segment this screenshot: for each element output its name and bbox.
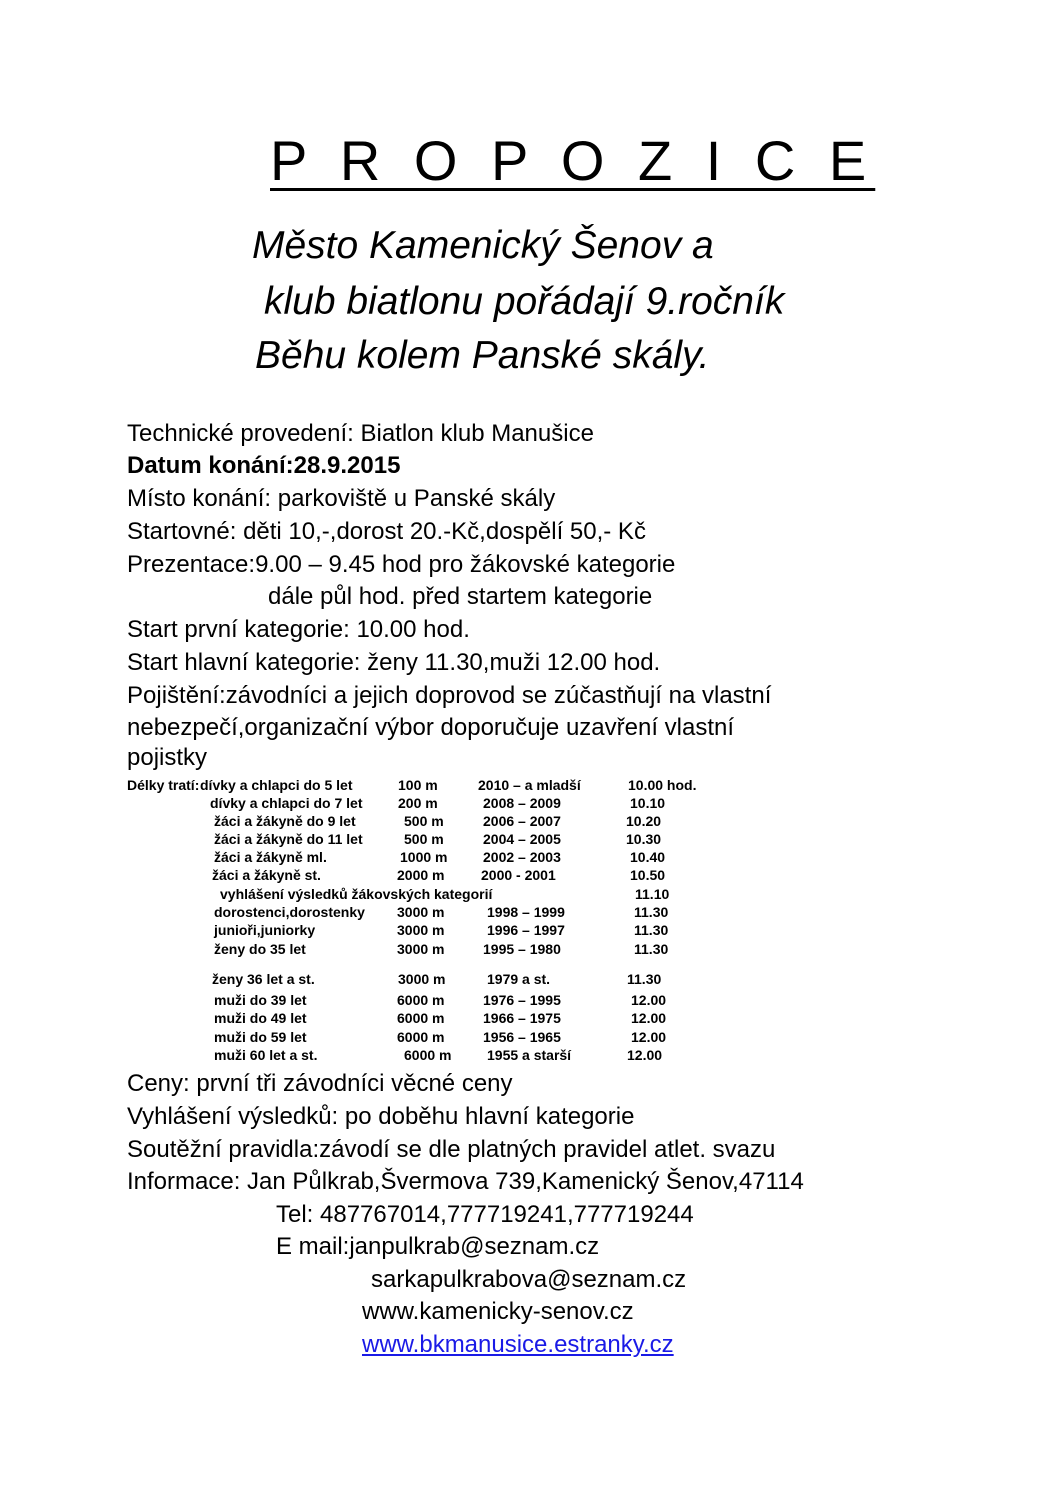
track-distance: 3000 m <box>397 904 445 920</box>
results-announcement: Vyhlášení výsledků: po doběhu hlavní kategorie <box>127 1103 635 1130</box>
website-link-1[interactable]: www.kamenicky-senov.cz <box>362 1298 634 1325</box>
technical-organizer: Technické provedení: Biatlon klub Manušice <box>127 420 594 447</box>
insurance-line-2: nebezpečí,organizační výbor doporučuje uzavření vlastní <box>127 714 735 741</box>
track-distance: 3000 m <box>397 941 445 957</box>
entry-fee: Startovné: děti 10,-,dorost 20.-Kč,dospělí 50,- Kč <box>127 518 646 545</box>
track-years: 1966 – 1975 <box>483 1010 561 1026</box>
presentation-time: Prezentace:9.00 – 9.45 hod pro žákovské kategorie <box>127 551 676 578</box>
track-time: 12.00 <box>631 1010 667 1026</box>
start-main-category: Start hlavní kategorie: ženy 11.30,muži 12.00 hod. <box>127 649 661 676</box>
track-distance: 6000 m <box>397 1010 445 1026</box>
track-table-label: Délky tratí: <box>127 777 200 793</box>
track-category: žáci a žákyně do 9 let <box>214 813 356 829</box>
track-years: 1956 – 1965 <box>483 1029 561 1045</box>
track-category: muži 60 let a st. <box>214 1047 318 1063</box>
track-years: 1996 – 1997 <box>487 922 565 938</box>
track-time: 10.20 <box>626 813 662 829</box>
insurance-line-1: Pojištění:závodníci a jejich doprovod se zúčastňují na vlastní <box>127 682 772 709</box>
track-years: 1998 – 1999 <box>487 904 565 920</box>
track-distance: 500 m <box>404 813 444 829</box>
track-distance: 3000 m <box>397 922 445 938</box>
contact-email-2: sarkapulkrabova@seznam.cz <box>371 1266 687 1293</box>
track-category: ženy 36 let a st. <box>212 971 315 987</box>
event-date: Datum konání:28.9.2015 <box>127 452 401 479</box>
track-category: dorostenci,dorostenky <box>214 904 365 920</box>
track-category: žáci a žákyně ml. <box>214 849 327 865</box>
subtitle-line-1: Město Kamenický Šenov a <box>252 224 714 267</box>
track-distance: 1000 m <box>400 849 448 865</box>
track-distance: 6000 m <box>397 992 445 1008</box>
competition-rules: Soutěžní pravidla:závodí se dle platných pravidel atlet. svazu <box>127 1136 776 1163</box>
track-years: 1976 – 1995 <box>483 992 561 1008</box>
insurance-line-3: pojistky <box>127 744 208 771</box>
track-category: žáci a žákyně do 11 let <box>214 831 363 847</box>
track-distance: 6000 m <box>404 1047 452 1063</box>
start-first-category: Start první kategorie: 10.00 hod. <box>127 616 470 643</box>
track-years: 2006 – 2007 <box>483 813 561 829</box>
track-category: dívky a chlapci do 5 let <box>200 777 353 793</box>
track-years: 1995 – 1980 <box>483 941 561 957</box>
track-time: 12.00 <box>631 992 667 1008</box>
subtitle-line-3: Běhu kolem Panské skály. <box>255 334 710 377</box>
track-distance: 100 m <box>398 777 438 793</box>
track-time: 10.50 <box>630 867 666 883</box>
contact-info: Informace: Jan Půlkrab,Švermova 739,Kamenický Šenov,47114 <box>127 1168 804 1195</box>
track-distance: 500 m <box>404 831 444 847</box>
track-years: 2008 – 2009 <box>483 795 561 811</box>
track-distance: 2000 m <box>397 867 445 883</box>
track-category: žáci a žákyně st. <box>212 867 321 883</box>
track-category: ženy do 35 let <box>214 941 306 957</box>
subtitle-line-2: klub biatlonu pořádají 9.ročník <box>264 280 785 323</box>
presentation-note: dále půl hod. před startem kategorie <box>268 583 653 610</box>
event-place: Místo konání: parkoviště u Panské skály <box>127 485 556 512</box>
track-time: 11.30 <box>634 904 669 920</box>
track-time: 11.30 <box>627 971 662 987</box>
track-distance: 6000 m <box>397 1029 445 1045</box>
track-category: dívky a chlapci do 7 let <box>210 795 363 811</box>
track-years: 1979 a st. <box>487 971 551 987</box>
track-years: 2004 – 2005 <box>483 831 561 847</box>
track-category: muži do 49 let <box>214 1010 307 1026</box>
track-time: 10.30 <box>626 831 662 847</box>
track-years: 2002 – 2003 <box>483 849 561 865</box>
prizes: Ceny: první tři závodníci věcné ceny <box>127 1070 513 1097</box>
track-distance: 3000 m <box>398 971 446 987</box>
track-years: 2010 – a mladší <box>478 777 581 793</box>
track-time: 10.10 <box>630 795 666 811</box>
track-category: muži do 59 let <box>214 1029 307 1045</box>
website-link-2[interactable]: www.bkmanusice.estranky.cz <box>362 1331 674 1358</box>
track-years: 1955 a starší <box>487 1047 572 1063</box>
track-category: junioři,juniorky <box>214 922 316 938</box>
track-time: 10.00 hod. <box>628 777 697 793</box>
contact-email-1: E mail:janpulkrab@seznam.cz <box>276 1233 600 1260</box>
track-time: 10.40 <box>630 849 666 865</box>
page-title: P R O P O Z I C E <box>270 129 876 192</box>
track-years: 2000 - 2001 <box>481 867 556 883</box>
track-time: 12.00 <box>627 1047 663 1063</box>
track-time: 11.30 <box>634 922 669 938</box>
track-time: 11.10 <box>635 886 670 902</box>
track-distance: 200 m <box>398 795 438 811</box>
contact-phone: Tel: 487767014,777719241,777719244 <box>276 1201 694 1228</box>
track-time: 11.30 <box>634 941 669 957</box>
track-time: 12.00 <box>631 1029 667 1045</box>
track-category: vyhlášení výsledků žákovských kategorií <box>220 886 493 902</box>
track-category: muži do 39 let <box>214 992 307 1008</box>
